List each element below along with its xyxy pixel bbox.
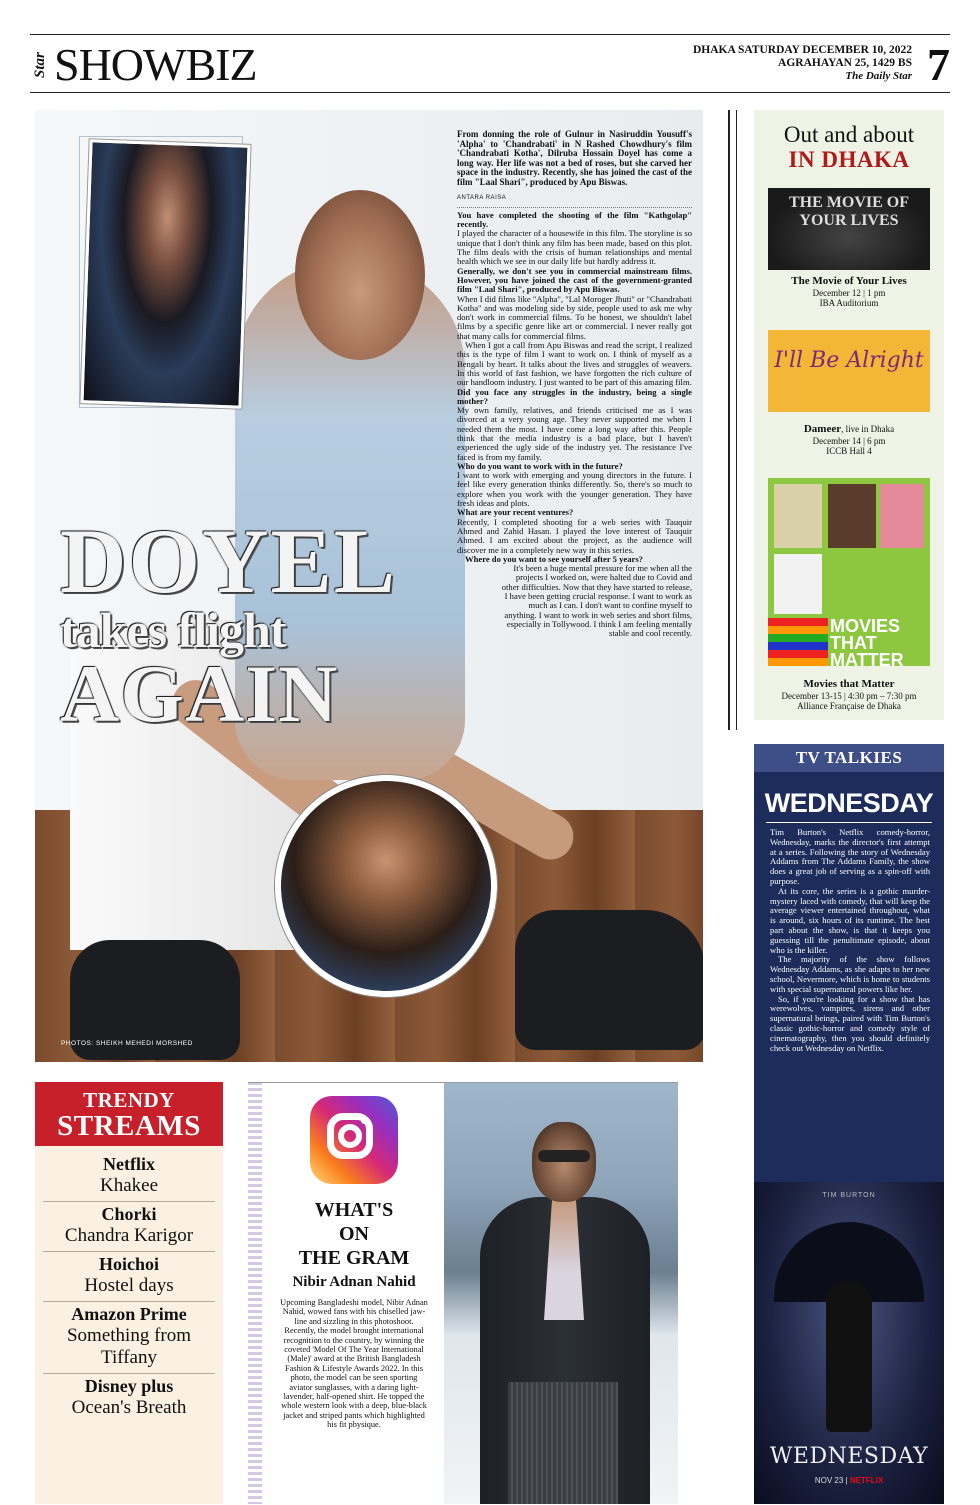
feature-story (35, 110, 703, 1062)
stream-platform: Amazon Prime (71, 1304, 187, 1324)
character-figure (826, 1282, 872, 1432)
stream-title: Ocean's Breath (71, 1397, 187, 1418)
stream-title: Something from Tiffany (66, 1325, 192, 1368)
event-time: December 12 | 1 pm (812, 288, 886, 298)
film-poster (774, 554, 822, 614)
review-paragraph: So, if you're looking for a show that has werewolves, vampires, sirens and other supernatural beings, paired with Tim Burton's classic gothic-horror and comedy style of cinematography, then you should definitely check out Wednesday on Netflix. (770, 993, 930, 1053)
question: Did you face any struggles in the industry, being a single mother? (457, 386, 692, 406)
event-time: December 14 | 6 pm (812, 436, 886, 446)
tv-talkies-panel (754, 744, 944, 1504)
panel-header (35, 1082, 223, 1146)
answer: When I did films like "Alpha", "Lal Moroger Jhuti" or "Chandrabati Kotha" and was modeling side by side, people used to ask me why don't work in commercial films. To be honest, we shouldn't label films by a specific genre like art or commercial. I never really got that many calls for commercial films. (457, 293, 692, 341)
question: Who do you want to work with in the future? (457, 460, 623, 471)
date-bangla: AGRAHAYAN 25, 1429 BS (778, 57, 912, 69)
event-image (768, 330, 930, 412)
panel-title: TRENDY (83, 1088, 175, 1112)
poster-title: WEDNESDAY (769, 1444, 929, 1469)
film-poster (774, 484, 822, 548)
event-title-suffix: , live in Dhaka (841, 424, 895, 434)
page-number: 7 (927, 39, 950, 90)
profile-body: Upcoming Bangladeshi model, Nibir Adnan Nahid, wowed fans with his chiselled jaw-line and sizzling in this photoshoot. Recently, the model brought international recognition to the country, by winning the coveted 'Model Of The Year International (Male)' award at the British Bangladesh Fashion & Lifestyle Awards 2022. In this photo, the model can be seen sporting aviator sunglasses, with a daring light-lavender, half-opened shirt. He topped the whole western look with a deep, blue-black jacket and striped pants which highlighted his fit physique. (280, 1298, 428, 1430)
byline: ANTARA RAISA (457, 194, 692, 208)
color-stripes (768, 618, 828, 666)
event-title: The Movie of Your Lives (791, 275, 907, 287)
stream-title: Chandra Karigor (64, 1225, 194, 1246)
netflix-logo: NETFLIX (849, 1476, 884, 1485)
model-pants (508, 1382, 618, 1504)
review-paragraph: At its core, the series is a gothic murder-mystery laced with comedy, that will keep the average viewer entertained throughout, what is around, six hours of its runtime. The best part about the show, is that it keeps you guessing till the penultimate episode, about who is the killer. (770, 885, 930, 955)
profile-name: Nibir Adnan Nahid (292, 1274, 416, 1290)
headline-line: takes flight (60, 602, 286, 658)
panel-title: Out and about (783, 122, 915, 147)
stream-platform: Netflix (103, 1154, 155, 1174)
instagram-icon (310, 1096, 398, 1184)
panel-rule (248, 1082, 678, 1083)
event-title: Dameer (803, 423, 842, 435)
decorative-stripe (248, 1082, 262, 1504)
column-rule (736, 110, 737, 730)
answer: My own family, relatives, and friends criticised me as I was divorced at a very young age. They never supported me when I needed them the most. I have come a long way after this. People think that the media industry is a bad place, but I haven't experienced the ugly side of the industry yet. The resistance I've faced is from my family. (457, 405, 692, 462)
event-image-text: I'll Be Alright (774, 348, 924, 373)
interview-article (457, 130, 692, 639)
headline-line: AGAIN (60, 648, 339, 739)
event-image-text: THE MOVIE OF YOUR LIVES (788, 194, 909, 229)
boot (515, 910, 703, 1050)
review-body (770, 828, 930, 1053)
column-rule (728, 110, 730, 730)
list-item (43, 1252, 215, 1302)
sunglasses (538, 1150, 590, 1162)
list-item (43, 1302, 215, 1374)
list-item (43, 1374, 215, 1423)
event-image (768, 478, 930, 670)
circle-photo (275, 775, 497, 997)
question: Where do you want to see yourself after 5 years? (465, 553, 643, 564)
answer: When I got a call from Apu Biswas and read the script, I realized this is the type of film I want to work on. I think of myself as a Bengali by heart. It talks about the lives and struggles of weavers. In this world of fast fashion, we have forgotten the rich culture of our handloom industry. I just wanted to be part of this amazing film. (457, 340, 692, 388)
question: What are your recent ventures? (457, 507, 574, 518)
list-item (43, 1202, 215, 1252)
show-poster (754, 1182, 944, 1504)
panel-subtitle: IN DHAKA (788, 147, 910, 172)
title-line: THE GRAM (298, 1247, 410, 1269)
question: Generally, we don't see you in commercial mainstream films. However, you have joined the cast of the government-granted film "Laal Shari", produced by Apu Biswas. (457, 265, 692, 295)
event-image-text: MOVIES THAT MATTER (830, 616, 904, 670)
stream-title: Khakee (99, 1175, 159, 1196)
review-paragraph: The majority of the show follows Wednesday Addams, as she adapts to her new school, Nevermore, which is home to students with special supernatural powers like her. (770, 954, 930, 994)
headline-line: DOYEL (60, 510, 398, 612)
film-poster (828, 484, 876, 548)
event-title: Movies that Matter (803, 678, 895, 690)
inset-photo (80, 139, 250, 408)
answer: Recently, I completed shooting for a web series with Tauquir Ahmed and Zahid Hasan. I played the love interest of Tauquir Ahmed. I am excited about the project, as the audience will discover me in a completely new way in this series. (457, 516, 692, 555)
divider (766, 822, 932, 823)
masthead-rule (30, 34, 950, 35)
brand-logo: Star (32, 52, 48, 78)
poster-credit: TIM BURTON (822, 1192, 876, 1199)
stream-platform: Chorki (101, 1204, 157, 1224)
stream-platform: Hoichoi (98, 1254, 159, 1274)
dateline (693, 44, 912, 83)
answer: I want to work with emerging and young directors in the future. I feel like every generation thinks differently. So, there's so much to explore when you work with the younger generation. They have fresh ideas and plots. (457, 470, 692, 509)
event-venue: IBA Auditorium (819, 298, 879, 308)
event-venue: Alliance Française de Dhaka (797, 701, 901, 711)
photo-credit: PHOTOS: SHEIKH MEHEDI MORSHED (61, 1040, 193, 1047)
instagram-icon-flash (361, 1117, 368, 1124)
event-venue: ICCB Hall 4 (826, 446, 872, 456)
poster-date: NOV 23 (814, 1476, 844, 1485)
answer: I played the character of a housewife in this film. The storyline is so unique that I don't think any film has been made, based on this plot. The film deals with the crisis of human relationships and mental health which we see in our daily life but hardly address it. (457, 228, 692, 267)
question: You have completed the shooting of the film "Kathgolap" recently. (457, 209, 692, 230)
masthead-rule (30, 92, 950, 93)
film-poster (880, 484, 924, 548)
poster-release: NOV 23 | NETFLIX (814, 1476, 884, 1485)
review-paragraph: Tim Burton's Netflix comedy-horror, Wednesday, marks the director's first attempt at a series. Following the story of Wednesday Addams from The Addams Family, the show does a great job of serving as a spin-off with purpose. (770, 827, 930, 886)
event-caption (754, 275, 944, 308)
panel-title (266, 1198, 442, 1270)
paper-name: The Daily Star (845, 70, 912, 82)
out-and-about-panel (754, 110, 944, 720)
title-line: WHAT'S (314, 1199, 394, 1221)
panel-label: TV TALKIES (795, 748, 903, 767)
event-caption (754, 678, 944, 711)
instagram-icon-lens (338, 1124, 362, 1148)
model-head (532, 1122, 596, 1202)
date-gregorian: DHAKA SATURDAY DECEMBER 10, 2022 (692, 44, 912, 56)
feature-headline (60, 510, 420, 739)
event-caption (754, 423, 944, 456)
stream-list (43, 1152, 215, 1423)
section-title: SHOWBIZ (54, 39, 257, 90)
title-line: ON (339, 1223, 369, 1245)
model-head (295, 190, 425, 360)
panel-title: STREAMS (57, 1110, 201, 1142)
answer: It's been a huge mental pressure for me when all the projects I worked on, were halted due to Covid and other difficulties. Now that they have started to release, I have been getting crucial response. I want to work as much as I can. I don't want to confine myself to anything. I want to work in web series and short films, especially in Tollywood. I think I am feeling mentally stable and cool recently. (501, 563, 692, 639)
event-image (768, 188, 930, 270)
stream-title: Hostel days (84, 1275, 174, 1296)
trendy-streams-panel (35, 1082, 223, 1504)
list-item (43, 1152, 215, 1202)
article-intro: From donning the role of Gulnur in Nasiruddin Yousuff's 'Alpha' to 'Chandrabati' in N Rashed Chowdhury's film 'Chandrabati Kotha', Dilruba Hossain Doyel has come a long way. Her life was not a bed of roses, but she carved her space in the industry. Recently, she has joined the cast of the film "Laal Shari", produced by Apu Biswas. (457, 129, 692, 187)
event-time: December 13-15 | 4:30 pm – 7:30 pm (781, 691, 917, 701)
whats-on-the-gram-panel (248, 1082, 678, 1504)
model-photo (444, 1082, 678, 1504)
review-title: WEDNESDAY (764, 788, 934, 818)
stream-platform: Disney plus (84, 1376, 174, 1396)
